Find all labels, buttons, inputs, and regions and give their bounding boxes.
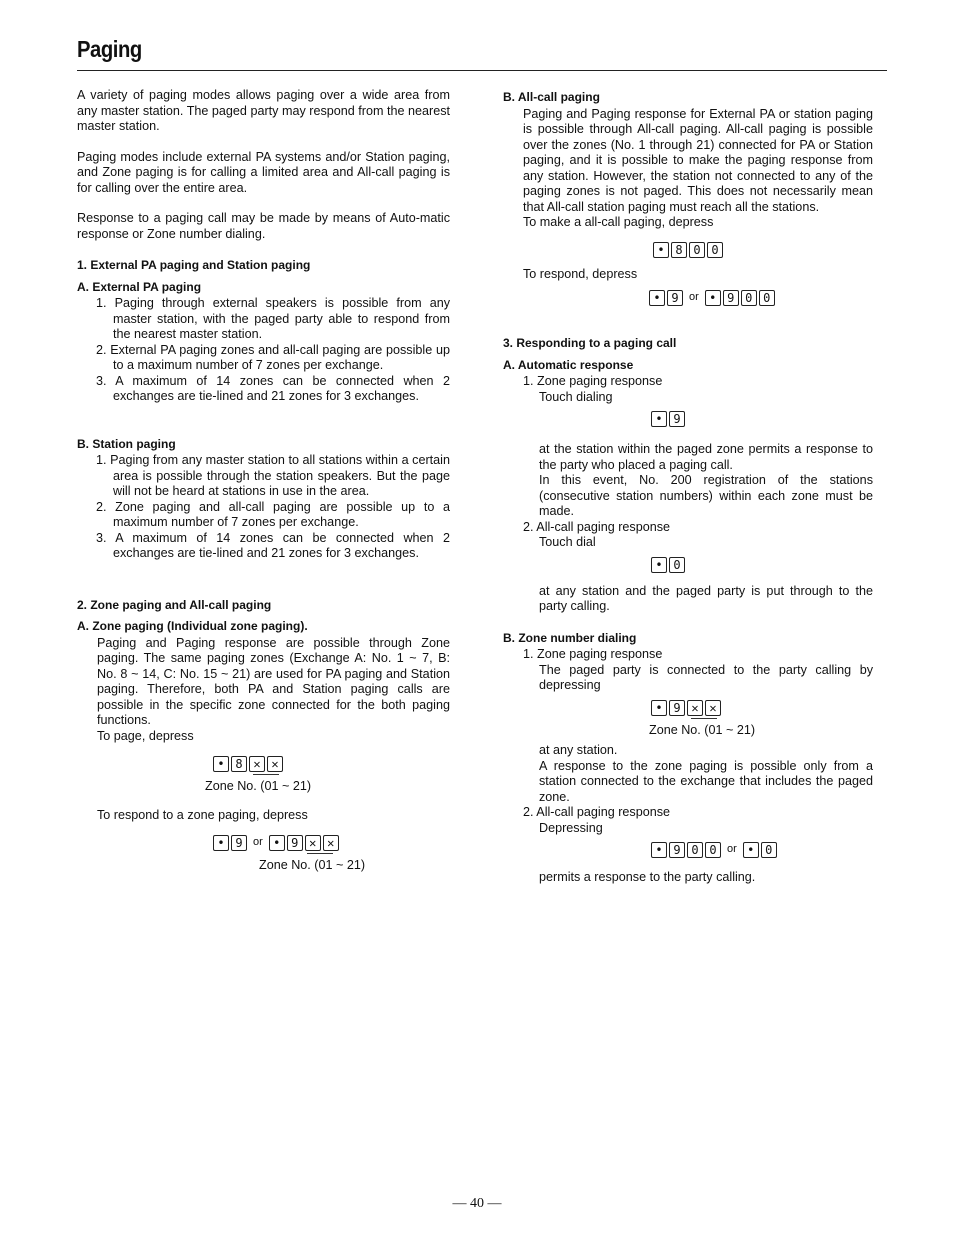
instruction-text: Touch dial [539,535,596,549]
dot-key: • [651,842,667,858]
dot-key: • [705,290,721,306]
key-sequence [213,835,450,851]
zone-underbar [691,718,717,719]
intro-paragraph: Response to a paging call may be made by means of Auto-matic response or Zone number dialing. [77,211,450,241]
right-column [503,88,873,886]
dot-key: • [651,411,667,427]
key-sequence [213,756,450,772]
instruction-text: To page, depress [97,728,194,743]
nine-key: 9 [669,700,685,716]
nine-key: 9 [287,835,303,851]
body-paragraph: at any station and the paged party is put through to the party calling. [539,583,873,613]
list-item: 1. Zone paging response [523,647,663,661]
key-sequence [651,700,873,716]
key-sequence [651,842,873,858]
key-sequence [651,557,873,573]
instruction-text: To make a all-call paging, depress [523,215,714,229]
zone-label: Zone No. (01 ~ 21) [649,722,756,737]
zero-key: 0 [759,290,775,306]
zero-key: 0 [761,842,777,858]
body-paragraph: Paging and Paging response are possible through Zone paging. The same paging zones (Exchange A: No. 1 ~ 7, B: No. 8 ~ 14, C: No. 15 ~ 21) are used for PA paging and Station paging. Therefore, both PA and Station paging calls are possible in the specific zone connected for the both paging functions. [97,635,450,727]
key-sequence [649,290,873,306]
dot-key: • [649,290,665,306]
dot-key: • [651,557,667,573]
zero-key: 0 [687,842,703,858]
body-paragraph: The paged party is connected to the party calling by depressing [539,662,873,692]
zero-key: 0 [741,290,757,306]
eight-key: 8 [671,242,687,258]
intro-paragraph: A variety of paging modes allows paging over a wide area from any master station. The paged party may respond from the nearest master station. [77,88,450,133]
dot-key: • [269,835,285,851]
subsection-heading: B. Station paging [77,436,176,451]
x-key: ✕ [705,700,721,716]
subsection-heading: A. Automatic response [503,357,634,372]
nine-key: 9 [669,842,685,858]
page-title: Paging [77,36,142,62]
zone-underbar [253,774,279,775]
or-text: or [689,291,699,304]
key-sequence [651,411,873,427]
x-key: ✕ [305,835,321,851]
zero-key: 0 [689,242,705,258]
left-column [77,88,450,874]
subsection-heading: A. External PA paging [77,279,202,294]
x-key: ✕ [687,700,703,716]
body-paragraph: In this event, No. 200 registration of the stations (consecutive station numbers) within each zone must be made. [539,473,873,518]
instruction-text: Touch dialing [539,389,613,404]
zone-label: Zone No. (01 ~ 21) [259,858,366,872]
subsection-heading: A. Zone paging (Individual zone paging). [77,619,308,633]
nine-key: 9 [231,835,247,851]
zone-label: Zone No. (01 ~ 21) [205,779,312,793]
x-key: ✕ [249,756,265,772]
title-rule [77,70,887,71]
list-item: 2. All-call paging response [523,805,671,819]
section-heading: 2. Zone paging and All-call paging [77,597,272,612]
key-sequence [653,242,873,258]
or-text: or [727,843,737,856]
body-paragraph: at any station. [539,743,618,757]
list-item: 1. Zone paging response [523,374,663,388]
body-paragraph: A response to the zone paging is possible only from a station connected to the exchange that includes the paged zone. [539,758,873,804]
list-item: 1. Paging through external speakers is possible from any master station, with the paged party able to respond from the nearest master station. [96,296,450,341]
dot-key: • [213,756,229,772]
list-item: 3. A maximum of 14 zones can be connected when 2 exchanges are tie-lined and 21 zones for 3 exchanges. [96,530,450,560]
section-heading: 1. External PA paging and Station paging [77,258,311,272]
dot-key: • [651,700,667,716]
zone-underbar [307,853,333,854]
x-key: ✕ [267,756,283,772]
nine-key: 9 [723,290,739,306]
list-item: 2. All-call paging response [523,519,671,534]
list-item: 1. Paging from any master station to all stations within a certain area is possible through the station speakers. But the page will not be heard at stations in use in the area. [96,453,450,498]
zero-key: 0 [669,557,685,573]
instruction-text: To respond to a zone paging, depress [97,807,308,822]
nine-key: 9 [669,411,685,427]
dot-key: • [653,242,669,258]
nine-key: 9 [667,290,683,306]
body-paragraph: at the station within the paged zone permits a response to the party who placed a paging call. [539,442,873,472]
section-heading: 3. Responding to a paging call [503,336,677,350]
list-item: 2. Zone paging and all-call paging are possible up to a maximum number of 7 zones per exchange. [96,499,450,529]
zero-key: 0 [705,842,721,858]
body-paragraph: Paging and Paging response for External PA or station paging is possible through All-call paging. All-call paging is possible over the zones (No. 1 through 21) connected for PA or Station paging, and it is possible to make the paging response from any station. However, the station not connected to any of the paging zones is not paged. This does not necessarily mean that All-call station paging must reach all the stations. [523,106,873,214]
intro-paragraph: Paging modes include external PA systems and/or Station paging, and Zone paging is for calling a limited area and All-call paging is for calling over the entire area. [77,149,450,195]
instruction-text: Depressing [539,820,603,835]
zero-key: 0 [707,242,723,258]
or-text: or [253,836,263,849]
subsection-heading: B. All-call paging [503,90,600,104]
subsection-heading: B. Zone number dialing [503,630,637,645]
list-item: 2. External PA paging zones and all-call paging are possible up to a maximum number of 7 zones per exchange. [96,342,450,372]
eight-key: 8 [231,756,247,772]
list-item: 3. A maximum of 14 zones can be connected when 2 exchanges are tie-lined and 21 zones for 3 exchanges. [96,373,450,403]
dot-key: • [743,842,759,858]
dot-key: • [213,835,229,851]
x-key: ✕ [323,835,339,851]
body-paragraph: permits a response to the party calling. [539,870,756,884]
page-number: — 40 — [452,1196,502,1211]
instruction-text: To respond, depress [523,266,638,281]
